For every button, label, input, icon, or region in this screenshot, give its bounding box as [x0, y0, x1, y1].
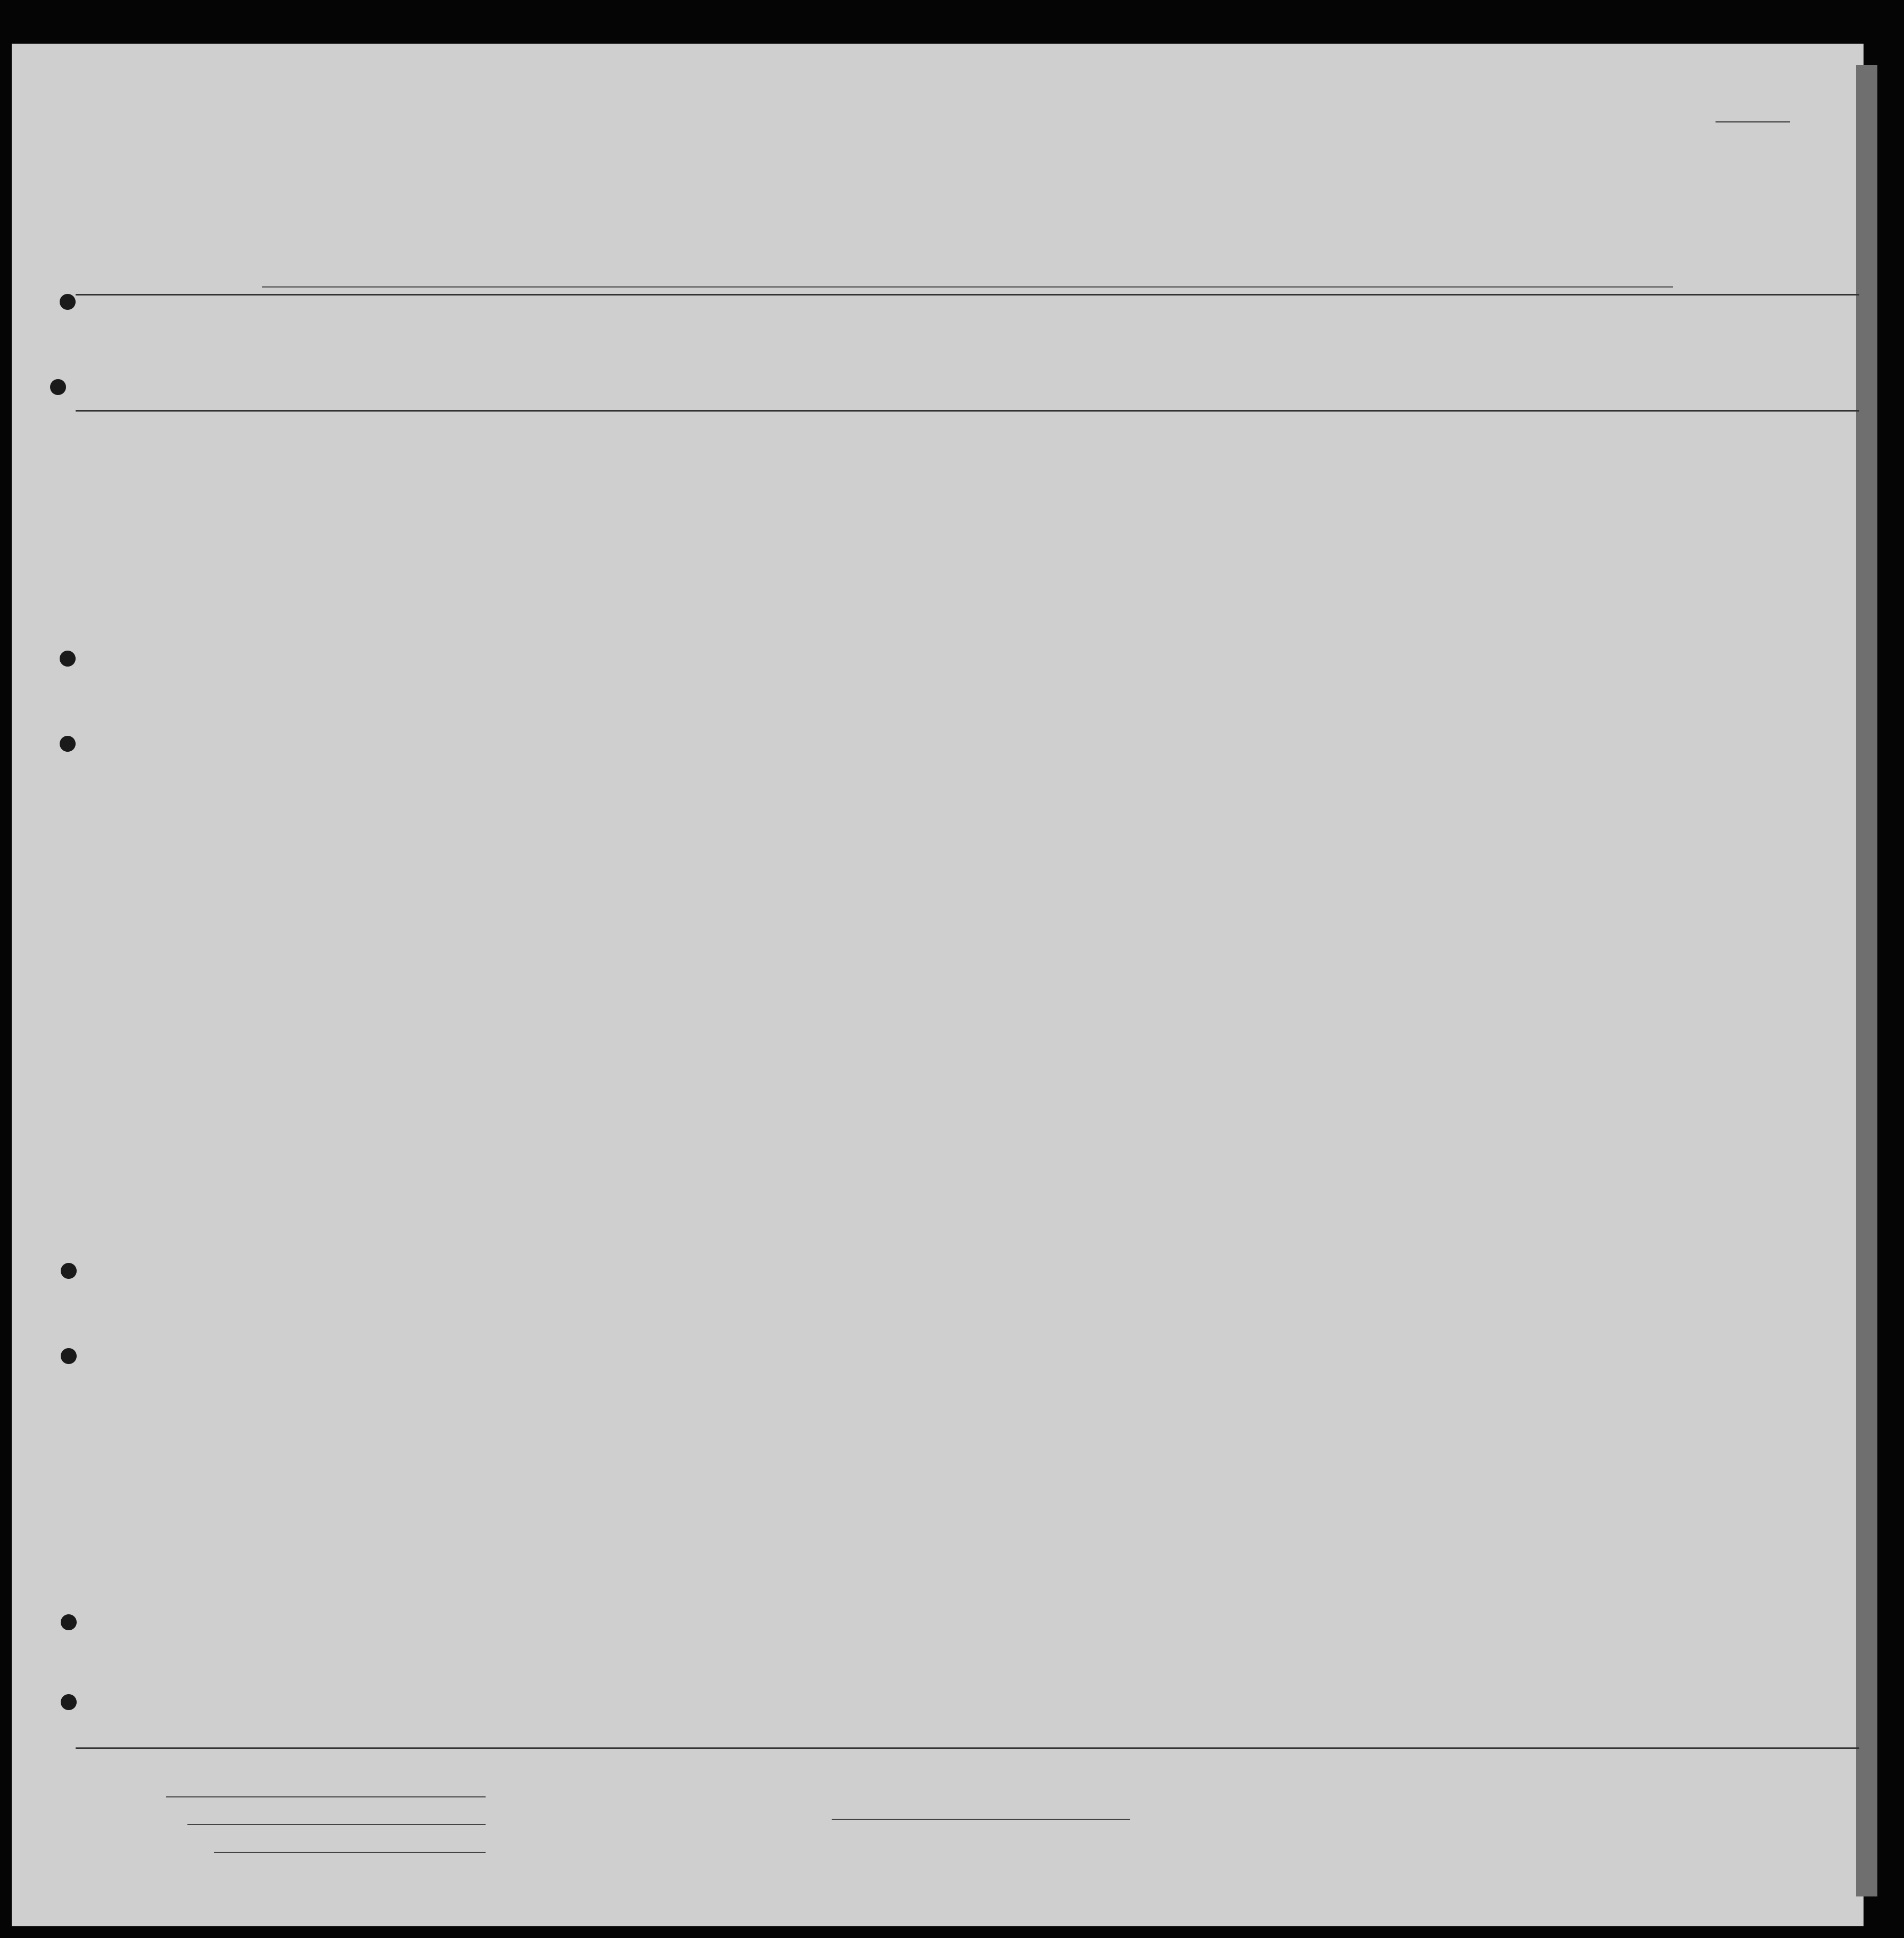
punch-hole: [60, 736, 76, 752]
voyage-underline: [262, 286, 1673, 288]
punch-hole: [61, 1694, 77, 1710]
owners-underline: [187, 1824, 486, 1825]
agents-underline: [214, 1852, 486, 1853]
page-edge: [1856, 65, 1877, 1896]
manifest-sheet: [12, 44, 1864, 1926]
grid-top-border: [76, 294, 1859, 295]
punch-hole: [60, 651, 76, 667]
grid-bottom-border: [76, 1747, 1859, 1749]
grid-header-border: [76, 410, 1859, 412]
punch-hole: [50, 379, 66, 395]
punch-hole: [60, 294, 76, 310]
signature-underline: [832, 1819, 1130, 1820]
line-underline: [166, 1796, 486, 1797]
punch-hole: [61, 1348, 77, 1364]
sheet-underline: [1716, 121, 1790, 122]
punch-hole: [61, 1263, 77, 1279]
punch-hole: [61, 1614, 77, 1630]
